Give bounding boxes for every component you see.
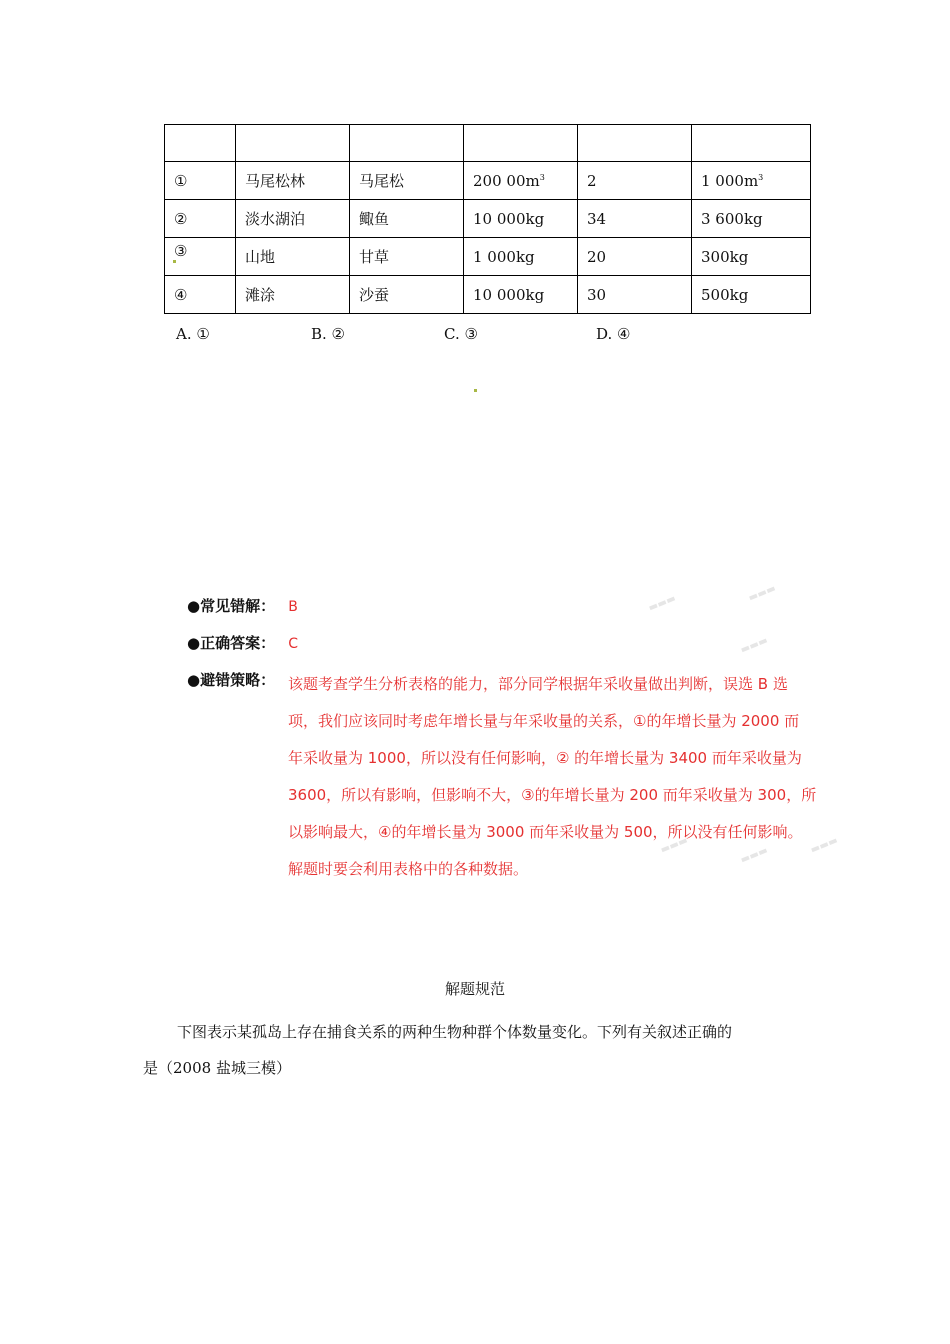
row-number xyxy=(165,238,236,276)
strategy-text xyxy=(288,666,853,888)
watermark-mark: ▬▬▬ xyxy=(746,583,778,604)
question-text xyxy=(143,1014,813,1086)
strategy-line: 年采收量为 1000，所以没有任何影响，② 的年增长量为 3400 而年采收量为 xyxy=(288,749,802,767)
row-place: 山地 xyxy=(236,238,350,276)
header-cell xyxy=(165,125,236,162)
strategy-line: 该题考查学生分析表格的能力，部分同学根据年采收量做出判断，误选 B 选 xyxy=(288,675,788,693)
row-harvest: 300kg xyxy=(692,238,811,276)
amount-unit-sup: 3 xyxy=(539,172,545,182)
row-amount: 10 000kg xyxy=(464,200,578,238)
watermark-mark: ▬▬▬ xyxy=(738,845,770,866)
option-d: D. ④ xyxy=(596,325,631,343)
row-number: ① xyxy=(165,162,236,200)
header-cell xyxy=(236,125,350,162)
question-line: 是（2008 盐城三模） xyxy=(143,1059,291,1077)
row-place: 滩涂 xyxy=(236,276,350,314)
decorative-dot xyxy=(474,389,477,392)
correct-answer-line xyxy=(187,632,298,653)
resource-table xyxy=(164,124,811,314)
row-number: ② xyxy=(165,200,236,238)
table-row xyxy=(165,238,811,276)
strategy-line: 解题时要会利用表格中的各种数据。 xyxy=(288,860,529,878)
strategy-label-line xyxy=(187,669,275,690)
row-harvest: 3 600kg xyxy=(692,200,811,238)
watermark-mark: ▬▬▬ xyxy=(808,835,840,856)
row-amount: 1 000kg xyxy=(464,238,578,276)
common-error-line xyxy=(187,595,298,616)
row-place: 淡水湖泊 xyxy=(236,200,350,238)
answer-options xyxy=(176,325,816,345)
strategy-label: ●避错策略： xyxy=(187,671,276,689)
decorative-dot xyxy=(173,260,176,263)
option-a: A. ① xyxy=(176,325,210,343)
header-cell xyxy=(350,125,464,162)
question-line: 下图表示某孤岛上存在捕食关系的两种生物种群个体数量变化。下列有关叙述正确的 xyxy=(177,1023,733,1041)
table-header-row xyxy=(165,125,811,162)
row-place: 马尾松林 xyxy=(236,162,350,200)
row-species: 鲰鱼 xyxy=(350,200,464,238)
correct-answer-label: ●正确答案： xyxy=(187,634,276,652)
row-harvest xyxy=(692,162,811,200)
row-rate: 34 xyxy=(578,200,692,238)
table-row xyxy=(165,276,811,314)
header-cell xyxy=(692,125,811,162)
row-harvest: 500kg xyxy=(692,276,811,314)
row-rate: 20 xyxy=(578,238,692,276)
correct-answer-value: C xyxy=(288,636,298,652)
row-species: 沙蚕 xyxy=(350,276,464,314)
option-c: C. ③ xyxy=(444,325,478,343)
harvest-value: 1 000m xyxy=(701,171,759,190)
strategy-line: 项，我们应该同时考虑年增长量与年采收量的关系，①的年增长量为 2000 而 xyxy=(288,712,800,730)
section-title: 解题规范 xyxy=(444,980,505,998)
table-row xyxy=(165,200,811,238)
strategy-line: 3600，所以有影响，但影响不大，③的年增长量为 200 而年采收量为 300，所 xyxy=(288,786,817,804)
row-rate: 30 xyxy=(578,276,692,314)
row-number-text: ③ xyxy=(174,241,188,260)
option-b: B. ② xyxy=(311,325,346,343)
table-row xyxy=(165,162,811,200)
common-error-value: B xyxy=(288,599,298,615)
row-species: 甘草 xyxy=(350,238,464,276)
header-cell xyxy=(464,125,578,162)
harvest-unit-sup: 3 xyxy=(758,172,764,182)
watermark-mark: ▬▬▬ xyxy=(738,635,770,656)
row-rate: 2 xyxy=(578,162,692,200)
row-number: ④ xyxy=(165,276,236,314)
header-cell xyxy=(578,125,692,162)
row-amount xyxy=(464,162,578,200)
watermark-mark: ▬▬▬ xyxy=(646,593,678,614)
watermark-mark: ▬▬▬ xyxy=(658,835,690,856)
row-amount: 10 000kg xyxy=(464,276,578,314)
common-error-label: ●常见错解： xyxy=(187,597,276,615)
amount-value: 200 00m xyxy=(473,171,540,190)
row-species: 马尾松 xyxy=(350,162,464,200)
strategy-line: 以影响最大，④的年增长量为 3000 而年采收量为 500，所以没有任何影响。 xyxy=(288,823,803,841)
